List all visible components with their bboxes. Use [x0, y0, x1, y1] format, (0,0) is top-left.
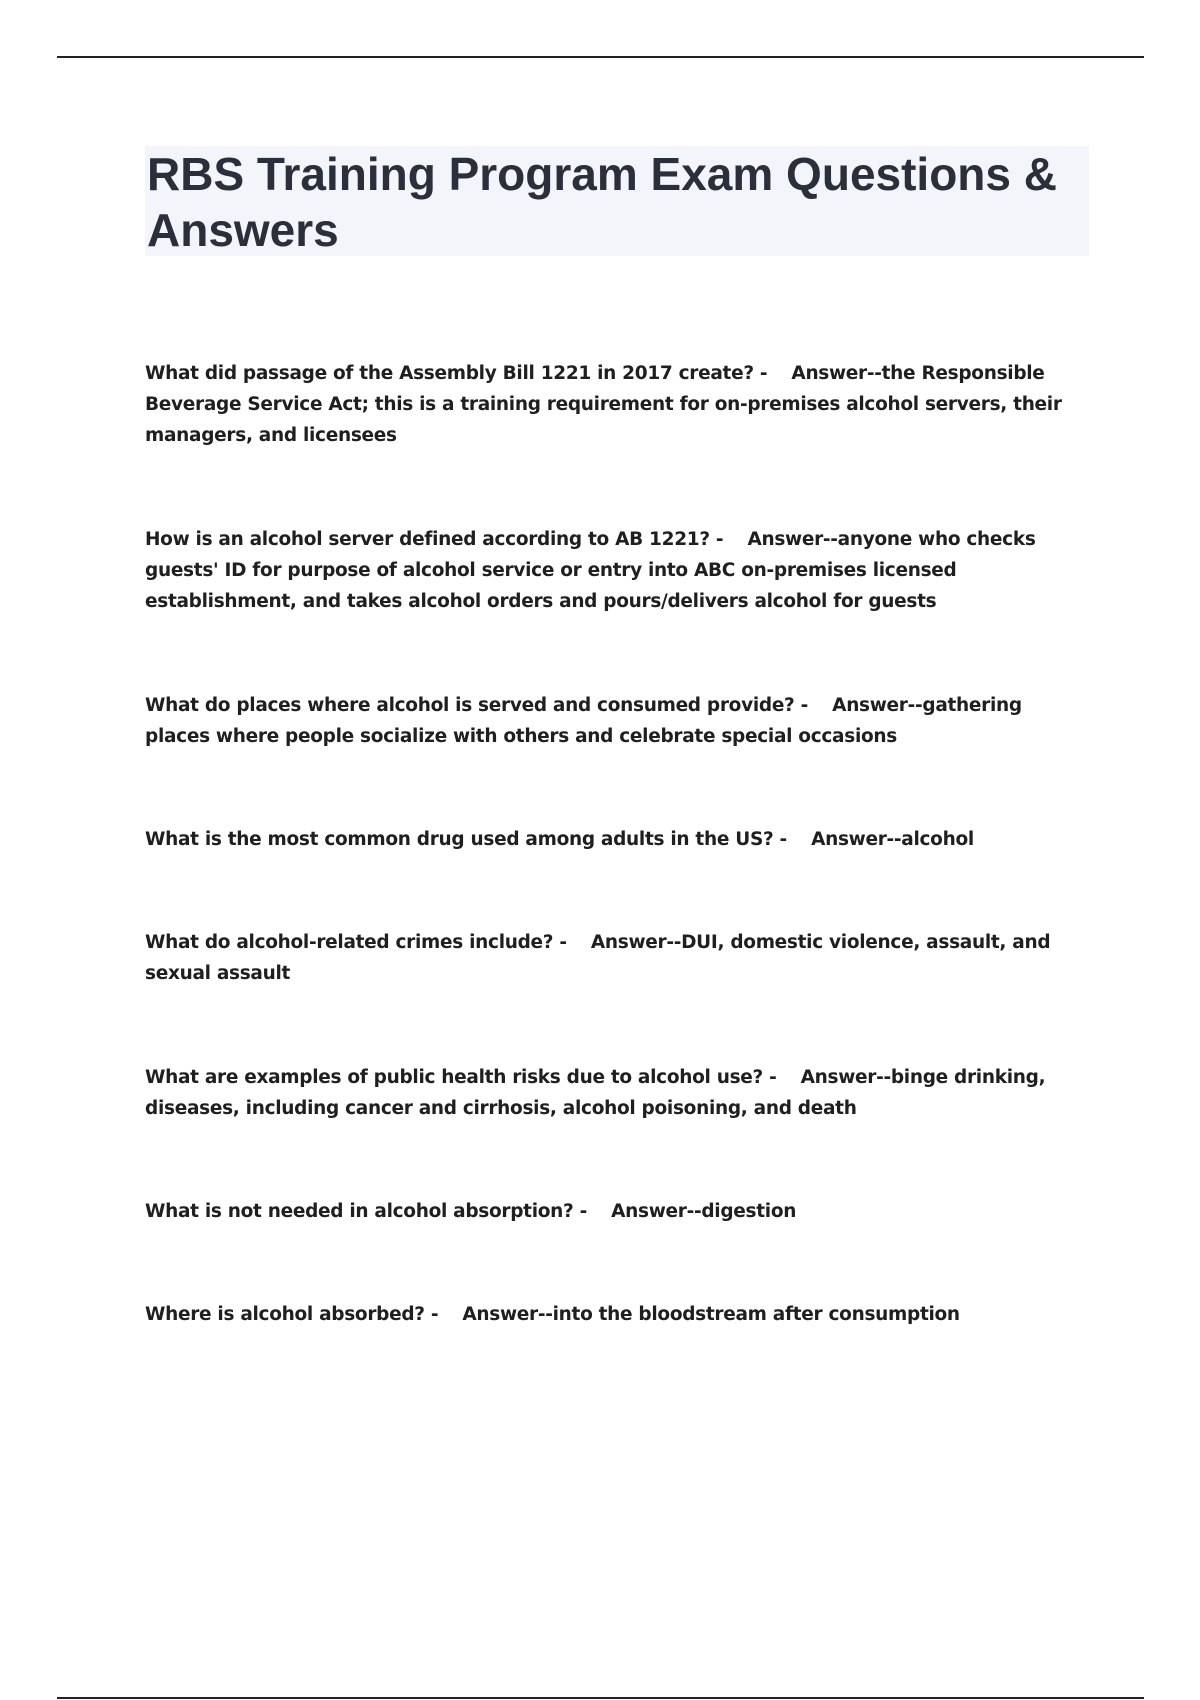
- question: What is the most common drug used among adults in the US?: [145, 829, 774, 850]
- qa-item: [145, 927, 1090, 989]
- answer: Answer--alcohol: [811, 829, 974, 850]
- question: What is not needed in alcohol absorption?: [145, 1201, 574, 1222]
- top-rule: [57, 56, 1144, 58]
- qa-item: [145, 824, 974, 855]
- answer: Answer--binge drinking, diseases, including cancer and cirrhosis, alcohol poisoning, and death: [145, 1067, 1052, 1119]
- separator: -: [553, 932, 573, 953]
- separator: -: [573, 1201, 594, 1222]
- qa-item: [145, 1062, 1090, 1124]
- answer: Answer--digestion: [611, 1201, 797, 1222]
- qa-item: [145, 358, 1090, 451]
- question: What do alcohol-related crimes include?: [145, 932, 554, 953]
- separator: -: [753, 363, 774, 384]
- qa-item: [145, 1196, 796, 1227]
- separator: -: [773, 829, 794, 850]
- question: Where is alcohol absorbed?: [145, 1304, 425, 1325]
- question: What did passage of the Assembly Bill 1221 in 2017 create?: [145, 363, 754, 384]
- qa-item: [145, 1299, 960, 1330]
- separator: -: [762, 1067, 783, 1088]
- qa-item: [145, 690, 1090, 752]
- separator: -: [794, 695, 815, 716]
- question: What are examples of public health risks due to alcohol use?: [145, 1067, 763, 1088]
- title-banner: [145, 146, 1089, 256]
- answer: Answer--gathering places where people socialize with others and celebrate special occasions: [145, 695, 1029, 747]
- answer: Answer--the Responsible Beverage Service Act; this is a training requirement for on-premises alcohol servers, their managers, and licensees: [145, 363, 1068, 446]
- answer: Answer--anyone who checks guests' ID for purpose of alcohol service or entry into ABC on-premises licensed establishment, and takes alcohol orders and pours/delivers alcohol for guests: [145, 529, 1042, 612]
- page-title: RBS Training Program Exam Questions & Answers: [147, 148, 1057, 256]
- bottom-rule: [57, 1697, 1144, 1699]
- answer: Answer--DUI, domestic violence, assault, and sexual assault: [145, 932, 1057, 984]
- separator: -: [424, 1304, 445, 1325]
- question: What do places where alcohol is served and consumed provide?: [145, 695, 795, 716]
- qa-item: [145, 524, 1090, 617]
- answer: Answer--into the bloodstream after consumption: [462, 1304, 960, 1325]
- separator: -: [709, 529, 730, 550]
- question: How is an alcohol server defined according to AB 1221?: [145, 529, 710, 550]
